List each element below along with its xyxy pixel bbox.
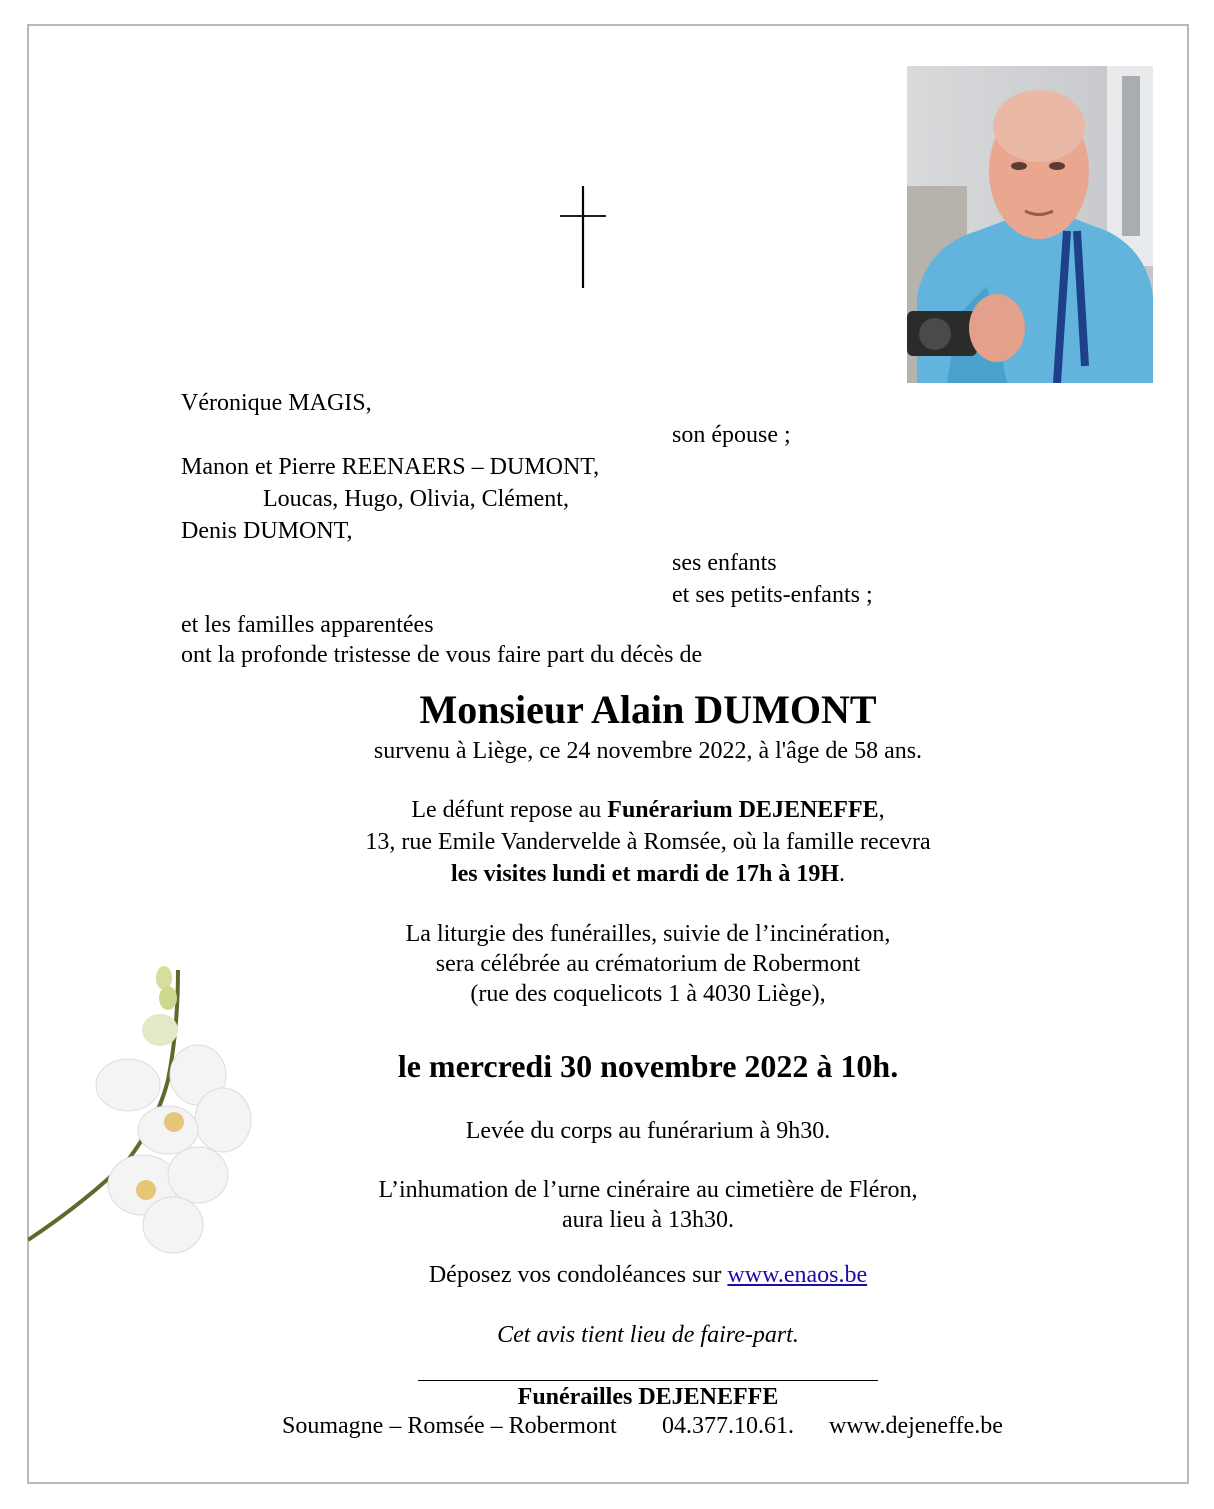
child-name-2: Denis DUMONT, [181,518,353,544]
ceremony-line-3: (rue des coquelicots 1 à 4030 Liège), [470,981,826,1007]
child-name-1: Manon et Pierre REENAERS – DUMONT, [181,454,600,480]
footer-website: www.dejeneffe.be [829,1413,1003,1439]
footer-phone: 04.377.10.61. [662,1413,794,1439]
levee-line: Levée du corps au funérarium à 9h30. [465,1118,831,1144]
funeral-home-name: Funérarium DEJENEFFE [607,797,879,823]
ceremony-line-1: La liturgie des funérailles, suivie de l’incinération, [405,921,891,947]
spouse-role: son épouse ; [672,422,791,448]
condolences-link[interactable]: www.enaos.be [727,1262,868,1288]
grandchildren-role: et ses petits-enfants ; [672,582,873,608]
grandchildren-names: Loucas, Hugo, Olivia, Clément, [263,486,569,512]
death-info: survenu à Liège, ce 24 novembre 2022, à l'âge de 58 ans. [373,738,923,764]
visits-end: . [839,861,846,887]
children-role: ses enfants [672,550,777,576]
rest-line [0,794,1214,826]
portrait-photo [907,66,1153,383]
announcement-line: ont la profonde tristesse de vous faire part du décès de [181,642,703,668]
visits-hours: les visites lundi et mardi de 17h à 19H [450,861,840,887]
condolences-prefix: Déposez vos condoléances sur [428,1262,728,1288]
condolences-line [0,1259,1214,1291]
rest-prefix: Le défunt repose au [411,797,608,823]
cross-icon [558,186,608,288]
notice-line: Cet avis tient lieu de faire-part. [497,1322,799,1348]
footer-company: Funérailles DEJENEFFE [517,1384,779,1410]
rest-suffix: , [878,797,885,823]
deceased-name: Monsieur Alain DUMONT [419,687,877,732]
address-line: 13, rue Emile Vandervelde à Romsée, où la famille recevra [365,829,931,855]
spouse-name: Véronique MAGIS, [181,390,372,416]
burial-line-2: aura lieu à 13h30. [562,1207,734,1233]
visits-line [0,858,1214,890]
footer-locations: Soumagne – Romsée – Robermont [282,1413,617,1439]
ceremony-line-2: sera célébrée au crématorium de Robermont [435,951,861,977]
burial-line-1: L’inhumation de l’urne cinéraire au cimetière de Fléron, [378,1177,918,1203]
relatives-line: et les familles apparentées [181,612,434,638]
ceremony-date: le mercredi 30 novembre 2022 à 10h. [397,1048,899,1084]
